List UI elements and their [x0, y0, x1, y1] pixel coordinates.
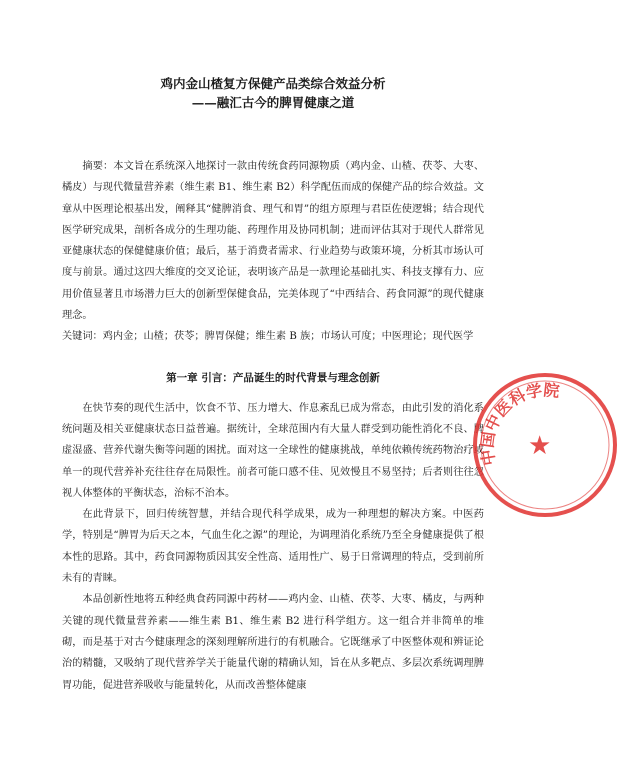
keywords-label: 关键词：	[62, 331, 103, 343]
keywords-text: 鸡内金；山楂；茯苓；脾胃保健；维生素 B 族；市场认可度；中医理论；现代医学	[102, 331, 474, 343]
paragraph-3: 本品创新性地将五种经典食药同源中药材——鸡内金、山楂、茯苓、大枣、橘皮，与两种关键的现代微量营养素——维生素 B1、维生素 B2 进行科学组方。这一组合并非简单的堆砌，而是基于对古今健康理念的深刻理解所进行的有机融合。它既继承了中医整体观和辨证论治的精髓，又吸纳了现代营养学关于能量代谢的精确认知，旨在从多靶点、多层次系统调理脾胃功能，促进营养吸收与能量转化，从而改善整体健康	[62, 594, 484, 691]
abstract	[62, 156, 484, 326]
abstract-text: 本文旨在系统深入地探讨一款由传统食药同源物质（鸡内金、山楂、茯苓、大枣、橘皮）与现代微量营养素（维生素 B1、维生素 B2）科学配伍而成的保健产品的综合效益。文章从中医理论根基出发，阐释其“健脾消食、理气和胃”的组方原理与君臣佐使逻辑；结合现代医学研究成果，剖析各成分的生理功能、药理作用及协同机制；进而评估其对于现代人群常见亚健康状态的保健健康价值；最后，基于消费者需求、行业趋势与政策环境，分析其市场认可度与前景。通过这四大维度的交叉论证，表明该产品是一款理论基础扎实、科技支撑有力、应用价值显著且市场潜力巨大的创新型保健食品，完美体现了“中西结合、药食同源”的现代健康理念。	[62, 161, 485, 322]
keywords	[62, 326, 484, 347]
document-title: 鸡内金山楂复方保健产品类综合效益分析	[160, 76, 386, 91]
document-subtitle: ——融汇古今的脾胃健康之道	[191, 95, 355, 110]
chapter-title: 第一章 引言：产品诞生的时代背景与理念创新	[166, 371, 380, 384]
document-content	[62, 74, 484, 696]
paragraph-1: 在快节奏的现代生活中，饮食不节、压力增大、作息紊乱已成为常态，由此引发的消化系统问题及相关亚健康状态日益普遍。据统计，全球范围内有大量人群受到功能性消化不良、脾虚湿盛、营养代谢失衡等问题的困扰。面对这一全球性的健康挑战，单纯依赖传统药物治疗或单一的现代营养补充往往存在局限性。前者可能口感不佳、见效慢且不易坚持；后者则往往忽视人体整体的平衡状态，治标不治本。	[62, 402, 484, 499]
seal-star-icon: ★	[528, 431, 552, 461]
red-seal-stamp	[470, 370, 620, 520]
abstract-label: 摘要：	[82, 161, 114, 172]
seal-text: 中国中医科学院	[477, 380, 561, 467]
paragraph-2: 在此背景下，回归传统智慧，并结合现代科学成果，成为一种理想的解决方案。中医药学，特别是“脾胃为后天之本，气血生化之源”的理论，为调理消化系统乃至全身健康提供了根本性的思路。其中，药食同源物质因其安全性高、适用性广、易于日常调理的特点，受到前所未有的青睐。	[62, 509, 484, 585]
